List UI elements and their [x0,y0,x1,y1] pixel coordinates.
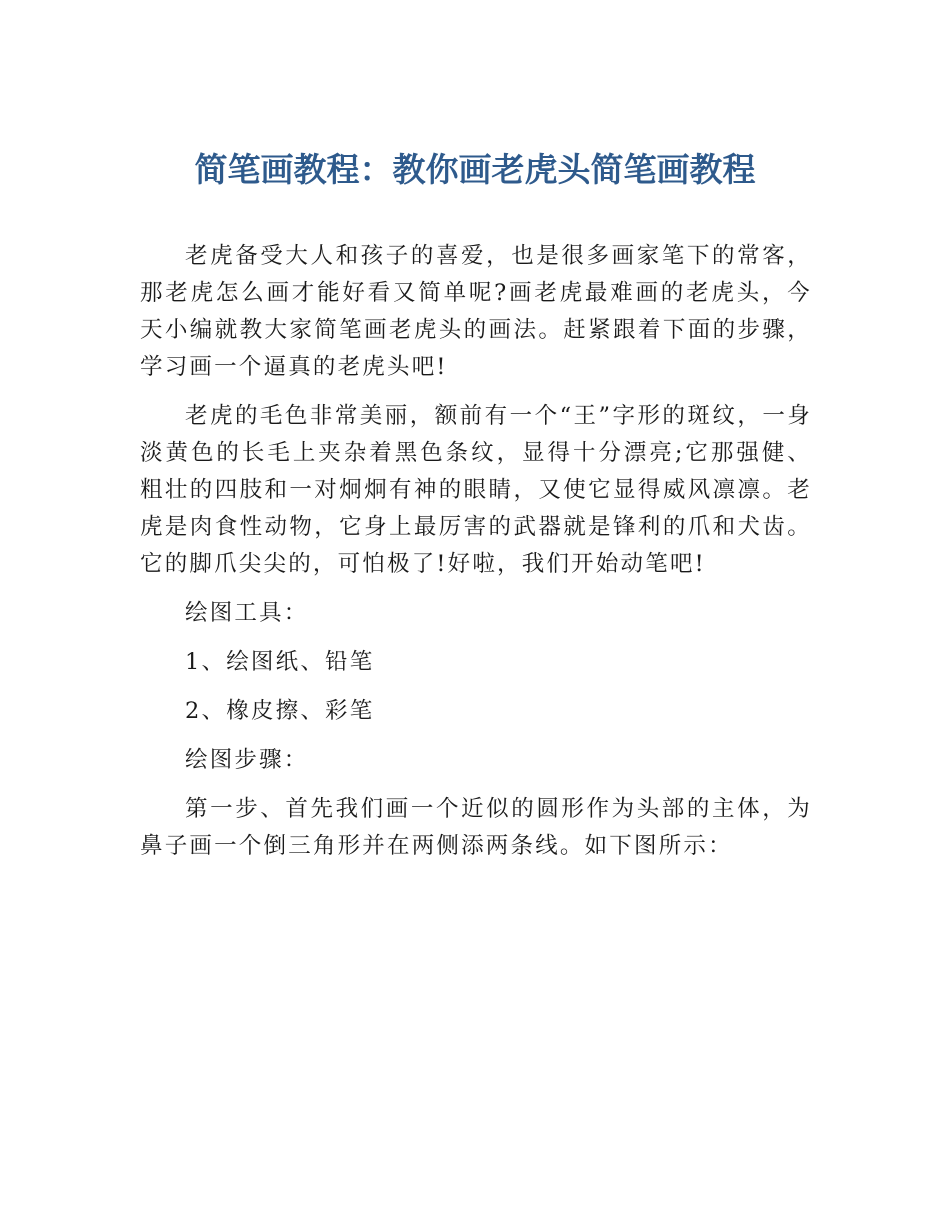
paragraph-intro: 老虎备受大人和孩子的喜爱，也是很多画家笔下的常客，那老虎怎么画才能好看又简单呢?画老虎最难画的老虎头，今天小编就教大家简笔画老虎头的画法。赶紧跟着下面的步骤，学习画一个逼真的老虎头吧! [140,243,812,380]
paragraph-tools-heading: 绘图工具： [185,600,309,626]
paragraph-tool-item-1: 1、绘图纸、铅笔 [185,649,375,675]
paragraph-tool-item-2: 2、橡皮擦、彩笔 [185,698,375,724]
page-title: 简笔画教程：教你画老虎头简笔画教程 [194,150,756,189]
paragraph-step-1: 第一步、首先我们画一个近似的圆形作为头部的主体，为鼻子画一个倒三角形并在两侧添两条线。如下图所示： [140,796,812,859]
paragraph-steps-heading: 绘图步骤： [185,747,309,773]
paragraph-tiger-description: 老虎的毛色非常美丽，额前有一个“王”字形的斑纹，一身淡黄色的长毛上夹杂着黑色条纹，显得十分漂亮;它那强健、粗壮的四肢和一对炯炯有神的眼睛，又使它显得威风凛凛。老虎是肉食性动物，它身上最厉害的武器就是锋利的爪和犬齿。它的脚爪尖尖的，可怕极了!好啦，我们开始动笔吧! [140,403,812,577]
article-body [140,238,812,877]
